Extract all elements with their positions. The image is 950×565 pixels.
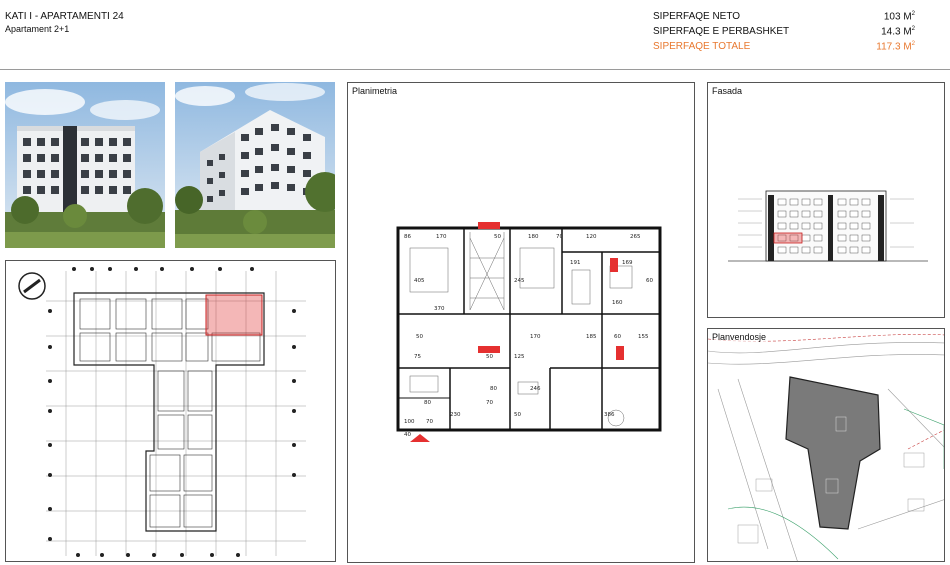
floor-plan-label: Planimetria <box>352 86 398 96</box>
area-value: 14.3 $M^2$ <box>881 26 915 38</box>
svg-text:265: 265 <box>630 234 641 240</box>
svg-text:386: 386 <box>604 412 615 418</box>
svg-text:185: 185 <box>586 334 597 340</box>
shaft-marker <box>478 346 500 353</box>
svg-text:120: 120 <box>586 234 597 240</box>
page-title: KATI I - APARTAMENTI 24 <box>5 11 124 22</box>
apartment-highlight <box>206 295 262 335</box>
header-divider <box>0 69 950 70</box>
svg-text:170: 170 <box>530 334 541 340</box>
svg-text:50: 50 <box>494 234 501 240</box>
svg-text:70: 70 <box>426 419 433 425</box>
svg-text:245: 245 <box>514 278 525 284</box>
facade-panel <box>707 82 945 318</box>
svg-text:50: 50 <box>416 334 423 340</box>
shaft-marker <box>616 346 624 360</box>
svg-text:80: 80 <box>490 386 497 392</box>
svg-text:169: 169 <box>622 260 633 266</box>
facade-apartment-highlight <box>774 233 802 243</box>
building-footprint <box>786 377 880 529</box>
svg-text:405: 405 <box>414 278 425 284</box>
svg-text:191: 191 <box>570 260 581 266</box>
site-plan-drawing <box>708 329 945 562</box>
building-render-front <box>5 82 165 248</box>
svg-text:70: 70 <box>556 234 563 240</box>
svg-text:246: 246 <box>530 386 541 392</box>
svg-text:75: 75 <box>414 354 421 360</box>
area-row-neto <box>653 11 915 22</box>
page-subtitle: Apartament 2+1 <box>5 24 70 34</box>
apartment-floor-plan <box>390 218 668 444</box>
key-plan-drawing <box>6 261 336 562</box>
facade-drawing <box>728 173 928 268</box>
entrance-arrow <box>410 434 430 442</box>
shaft-marker <box>478 222 500 229</box>
svg-text:180: 180 <box>528 234 539 240</box>
area-label: SIPERFAQE NETO <box>653 11 741 22</box>
svg-text:40: 40 <box>404 432 411 438</box>
svg-text:230: 230 <box>450 412 461 418</box>
facade-label: Fasada <box>712 86 743 96</box>
area-label: SIPERFAQE E PERBASHKET <box>653 26 790 37</box>
floor-key-plan-panel <box>5 260 336 562</box>
svg-text:80: 80 <box>424 400 431 406</box>
site-plan-label: Planvendosje <box>712 332 767 342</box>
svg-text:370: 370 <box>434 306 445 312</box>
site-plan-panel <box>707 328 945 562</box>
svg-text:50: 50 <box>486 354 493 360</box>
svg-text:50: 50 <box>514 412 521 418</box>
area-label: SIPERFAQE TOTALE <box>653 41 751 52</box>
svg-text:155: 155 <box>638 334 649 340</box>
building-render-perspective <box>175 82 335 248</box>
area-row-totale <box>653 41 915 52</box>
svg-text:160: 160 <box>612 300 623 306</box>
svg-text:70: 70 <box>486 400 493 406</box>
shaft-marker <box>610 258 618 272</box>
svg-text:100: 100 <box>404 419 415 425</box>
svg-text:60: 60 <box>614 334 621 340</box>
area-value: 103 $M^2$ <box>883 11 915 23</box>
svg-text:86: 86 <box>404 234 411 240</box>
svg-text:170: 170 <box>436 234 447 240</box>
floor-plan-panel <box>347 82 695 563</box>
area-value: 117.3 $M^2$ <box>876 41 915 53</box>
svg-text:60: 60 <box>646 278 653 284</box>
area-row-perbashket <box>653 26 915 37</box>
svg-text:125: 125 <box>514 354 525 360</box>
